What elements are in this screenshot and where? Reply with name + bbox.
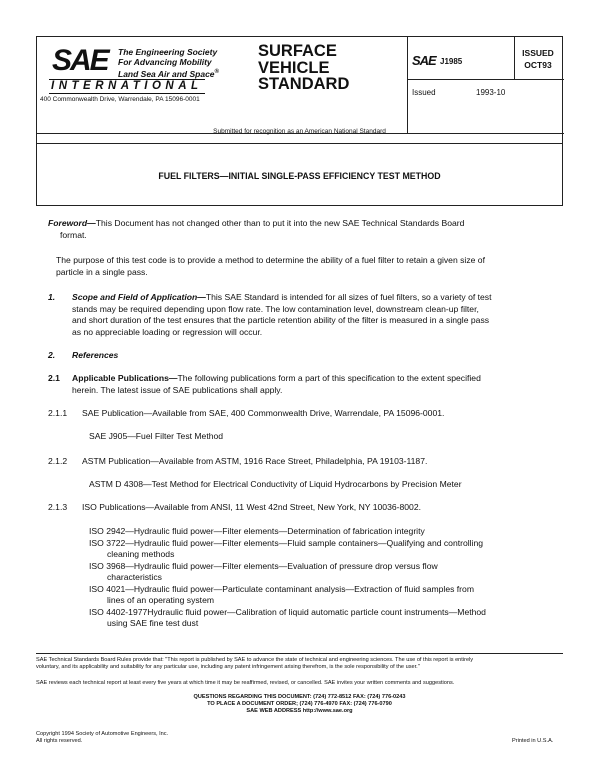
tagline-line-1: The Engineering Society [118, 47, 218, 57]
section-1-number: 1. [48, 292, 56, 302]
iso-ref-2942: ISO 2942—Hydraulic fluid power—Filter elements—Determination of fabrication integrity [89, 526, 425, 536]
section-2-1-title: Applicable Publications— [72, 373, 178, 383]
footer-rules-line-1: SAE Technical Standards Board Rules provide that: "This report is published by SAE to advance the state of technical and engineering sciences. The use of this report is entirely [36, 657, 474, 663]
iso-ref-3968: ISO 3968—Hydraulic fluid power—Filter elements—Evaluation of pressure drop versus flow [89, 560, 438, 571]
footer-rules [36, 657, 566, 671]
section-1-text-1: This SAE Standard is intended for all sizes of fuel filters, so a variety of test [205, 292, 492, 302]
section-1-text-2: stands may be required depending upon flow rate. The low contamination level, downstream clean-up filter, [72, 303, 479, 314]
issued-label: Issued [412, 88, 436, 97]
footer-rule [36, 653, 563, 654]
foreword [48, 218, 558, 241]
iso-ref-3722: ISO 3722—Hydraulic fluid power—Filter elements—Fluid sample containers—Qualifying and controlling [89, 537, 484, 548]
iso-ref-3722-cont: cleaning methods [107, 549, 175, 559]
section-1 [72, 292, 558, 338]
section-2-number: 2. [48, 350, 56, 360]
section-2-1 [72, 373, 558, 396]
purpose-text-1: The purpose of this test code is to provide a method to determine the ability of a fuel filter to retain a given size of [56, 255, 485, 265]
iso-ref-4021: ISO 4021—Hydraulic fluid power—Particulate contaminant analysis—Extraction of fluid samples from [89, 583, 474, 594]
standard-type-line-2: VEHICLE [258, 58, 330, 77]
section-1-text-4: as no appreciable loading or regression will occur. [72, 326, 263, 337]
footer-web: SAE WEB ADDRESS http://www.sae.org [246, 708, 353, 715]
doc-sae-logo: SAE [412, 53, 436, 68]
iso-ref-4402-cont: using SAE fine test dust [107, 618, 199, 628]
society-tagline [118, 47, 219, 79]
standard-type-line-1: SURFACE [258, 42, 337, 60]
reference-astm-d4308: ASTM D 4308—Test Method for Electrical Conductivity of Liquid Hydrocarbons by Precision Meter [89, 479, 462, 489]
footer-rules-line-2: voluntary, and its applicability and suitability for any particular use, including any patent infringement arising therefrom, is the sole responsibility of the user." [36, 664, 420, 671]
document-title: FUEL FILTERS—INITIAL SINGLE-PASS EFFICIENCY TEST METHOD [158, 171, 441, 181]
standard-type-line-3: STANDARD [258, 75, 350, 93]
copyright-line: Copyright 1994 Society of Automotive Engineers, Inc. [36, 731, 169, 737]
section-2-1-2-text: ASTM Publication—Available from ASTM, 1916 Race Street, Philadelphia, PA 19103-1187. [82, 456, 428, 466]
header-address: 400 Commonwealth Drive, Warrendale, PA 15096-0001 [40, 96, 200, 103]
iso-ref-4021-cont: lines of an operating system [107, 595, 215, 605]
section-1-title: Scope and Field of Application— [72, 292, 206, 302]
rights-line: All rights reserved. [36, 738, 83, 745]
section-2-1-text-2: herein. The latest issue of SAE publications shall apply. [72, 384, 283, 395]
section-2-1-text-1: The following publications form a part of this specification to the extent specified [177, 373, 481, 383]
section-2-1-1-text: SAE Publication—Available from SAE, 400 Commonwealth Drive, Warrendale, PA 15096-0001. [82, 408, 445, 418]
section-2-1-2-number: 2.1.2 [48, 456, 68, 466]
section-2-1-number: 2.1 [48, 373, 60, 383]
registered-mark: ® [214, 69, 219, 75]
section-2-1-3-text: ISO Publications—Available from ANSI, 11 West 42nd Street, New York, NY 10036-8002. [82, 502, 422, 512]
status-block [514, 47, 562, 71]
foreword-label: Foreword— [48, 218, 96, 228]
header-divider-right [407, 37, 408, 133]
iso-ref-3968-cont: characteristics [107, 572, 162, 582]
footer-review: SAE reviews each technical report at least every five years at which time it may be reaffirmed, revised, or cancelled. SAE invites your written comments and suggestions. [36, 680, 455, 686]
status-line-2: OCT93 [524, 60, 552, 70]
foreword-text-1: This Document has not changed other than to put it into the new SAE Technical Standards Board [95, 218, 465, 228]
section-1-text-3: and short duration of the test ensures that the particle retention ability of the filter is measured in a single pass [72, 315, 490, 325]
reference-sae-j905: SAE J905—Fuel Filter Test Method [89, 431, 224, 441]
footer-questions: QUESTIONS REGARDING THIS DOCUMENT: (724) 772-8512 FAX: (724) 776-0243 [193, 694, 406, 700]
status-line-1: ISSUED [522, 48, 554, 58]
purpose-paragraph [56, 255, 556, 278]
recognition-note: Submitted for recognition as an American National Standard [213, 128, 386, 135]
iso-ref-4402: ISO 4402-1977Hydraulic fluid power—Calibration of liquid automatic particle count instruments—Method [89, 606, 486, 617]
tagline-line-3: Land Sea Air and Space [118, 68, 215, 79]
foreword-text-2: format. [60, 229, 87, 240]
doc-number: J1985 [440, 57, 463, 66]
footer-copyright [36, 731, 168, 745]
sae-logo: SAE [52, 44, 108, 77]
footer-order: TO PLACE A DOCUMENT ORDER; (724) 776-4970 FAX: (724) 776-0790 [207, 701, 392, 708]
standard-type [258, 43, 349, 93]
tagline-line-2: For Advancing Mobility [118, 57, 212, 67]
footer-contacts [36, 694, 563, 716]
section-2-title: References [72, 350, 119, 360]
section-2-1-1-number: 2.1.1 [48, 408, 68, 418]
international-wordmark: INTERNATIONAL [51, 80, 203, 92]
section-2-1-3-number: 2.1.3 [48, 502, 68, 512]
header-rule-status [407, 79, 564, 80]
printed-in: Printed in U.S.A. [512, 738, 554, 744]
purpose-text-2: particle in a single pass. [56, 266, 148, 277]
issued-date: 1993-10 [476, 88, 506, 97]
iso-reference-list [89, 526, 557, 630]
